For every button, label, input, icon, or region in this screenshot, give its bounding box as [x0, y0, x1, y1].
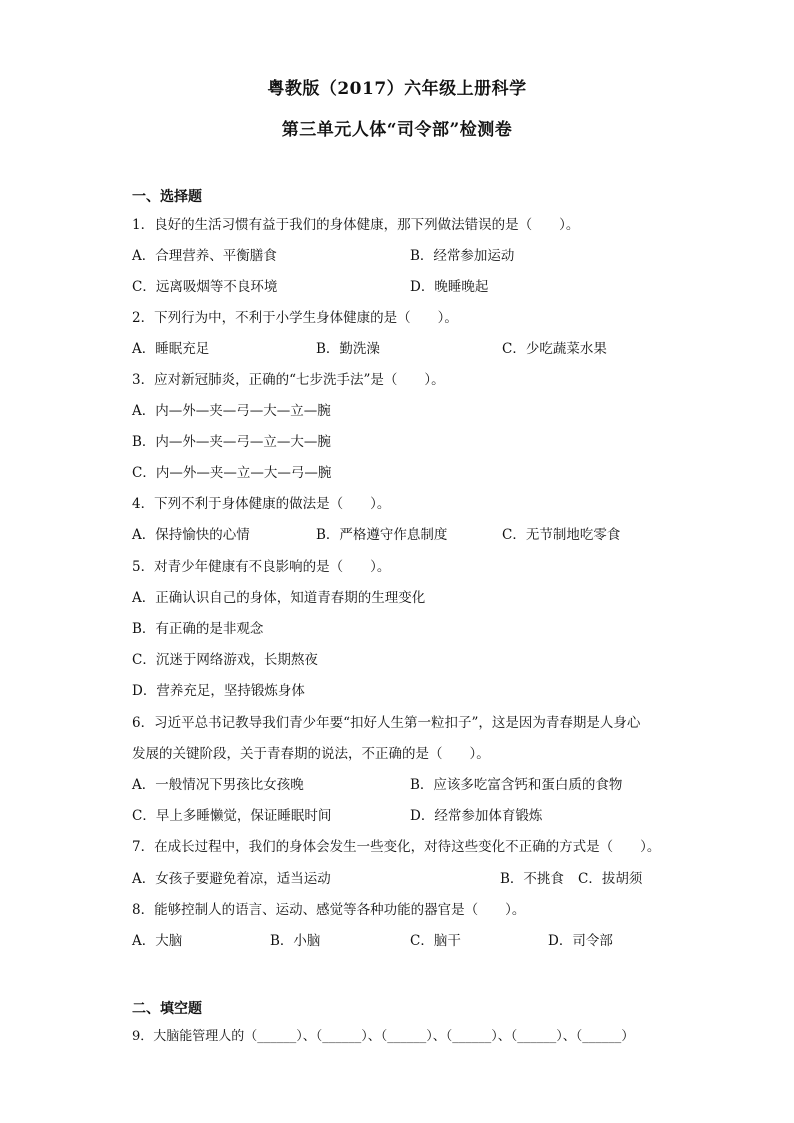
question-7: 7．在成长过程中，我们的身体会发生一些变化，对待这些变化不正确的方式是（ ）。 [132, 839, 661, 855]
q8-option-b: B．小脑 [270, 933, 321, 949]
q7-option-c: C．拔胡须 [578, 871, 643, 887]
document-subtitle: 第三单元人体“司令部”检测卷 [281, 120, 513, 140]
q6-option-b: B．应该多吃富含钙和蛋白质的食物 [410, 777, 623, 793]
q7-option-b: B．不挑食 [500, 871, 564, 887]
q8-option-d: D．司令部 [548, 933, 613, 949]
q1-option-a: A．合理营养、平衡膳食 [132, 248, 277, 264]
question-6-line-2: 发展的关键阶段，关于青春期的说法，不正确的是（ ）。 [132, 746, 490, 762]
q5-option-c: C．沉迷于网络游戏，长期熬夜 [132, 652, 318, 668]
q3-option-a: A．内—外—夹—弓—大—立—腕 [132, 403, 331, 419]
q6-option-c: C．早上多睡懒觉，保证睡眠时间 [132, 808, 332, 824]
q5-option-d: D．营养充足，坚持锻炼身体 [132, 683, 305, 699]
q7-option-a: A．女孩子要避免着凉，适当运动 [132, 871, 331, 887]
q6-option-a: A．一般情况下男孩比女孩晚 [132, 777, 304, 793]
q4-option-c: C．无节制地吃零食 [502, 527, 621, 543]
document-title: 粤教版（2017）六年级上册科学 [267, 79, 527, 99]
q8-option-c: C．脑干 [410, 933, 461, 949]
q1-option-b: B．经常参加运动 [410, 248, 515, 264]
q3-option-b: B．内—外—夹—弓—立—大—腕 [132, 434, 331, 450]
q6-option-d: D．经常参加体育锻炼 [410, 808, 543, 824]
question-9: 9．大脑能管理人的（______）、（______）、（______）、（______）、（______）、（______） [132, 1029, 635, 1044]
section-heading-fill: 二、填空题 [132, 1001, 202, 1017]
q5-option-b: B．有正确的是非观念 [132, 621, 264, 637]
question-4: 4．下列不利于身体健康的做法是（ ）。 [132, 496, 391, 512]
q8-option-a: A．大脑 [132, 933, 183, 949]
q1-option-c: C．远离吸烟等不良环境 [132, 279, 278, 295]
question-8: 8．能够控制人的语言、运动、感觉等各种功能的器官是（ ）。 [132, 902, 526, 918]
question-1: 1．良好的生活习惯有益于我们的身体健康，那下列做法错误的是（ ）。 [132, 217, 580, 233]
q3-option-c: C．内—外—夹—立—大—弓—腕 [132, 465, 332, 481]
q2-option-c: C．少吃蔬菜水果 [502, 341, 607, 357]
question-3: 3．应对新冠肺炎，正确的“七步洗手法”是（ ）。 [132, 372, 445, 388]
q4-option-a: A．保持愉快的心情 [132, 527, 250, 543]
question-5: 5．对青少年健康有不良影响的是（ ）。 [132, 559, 391, 575]
question-6-line-1: 6．习近平总书记教导我们青少年要“扣好人生第一粒扣子”，这是因为青春期是人身心 [132, 715, 641, 731]
q2-option-a: A．睡眠充足 [132, 341, 210, 357]
question-2: 2．下列行为中，不利于小学生身体健康的是（ ）。 [132, 310, 458, 326]
q4-option-b: B．严格遵守作息制度 [316, 527, 448, 543]
section-heading-choice: 一、选择题 [132, 189, 202, 205]
q2-option-b: B．勤洗澡 [316, 341, 380, 357]
q1-option-d: D．晚睡晚起 [410, 279, 489, 295]
q5-option-a: A．正确认识自己的身体，知道青春期的生理变化 [132, 590, 426, 606]
